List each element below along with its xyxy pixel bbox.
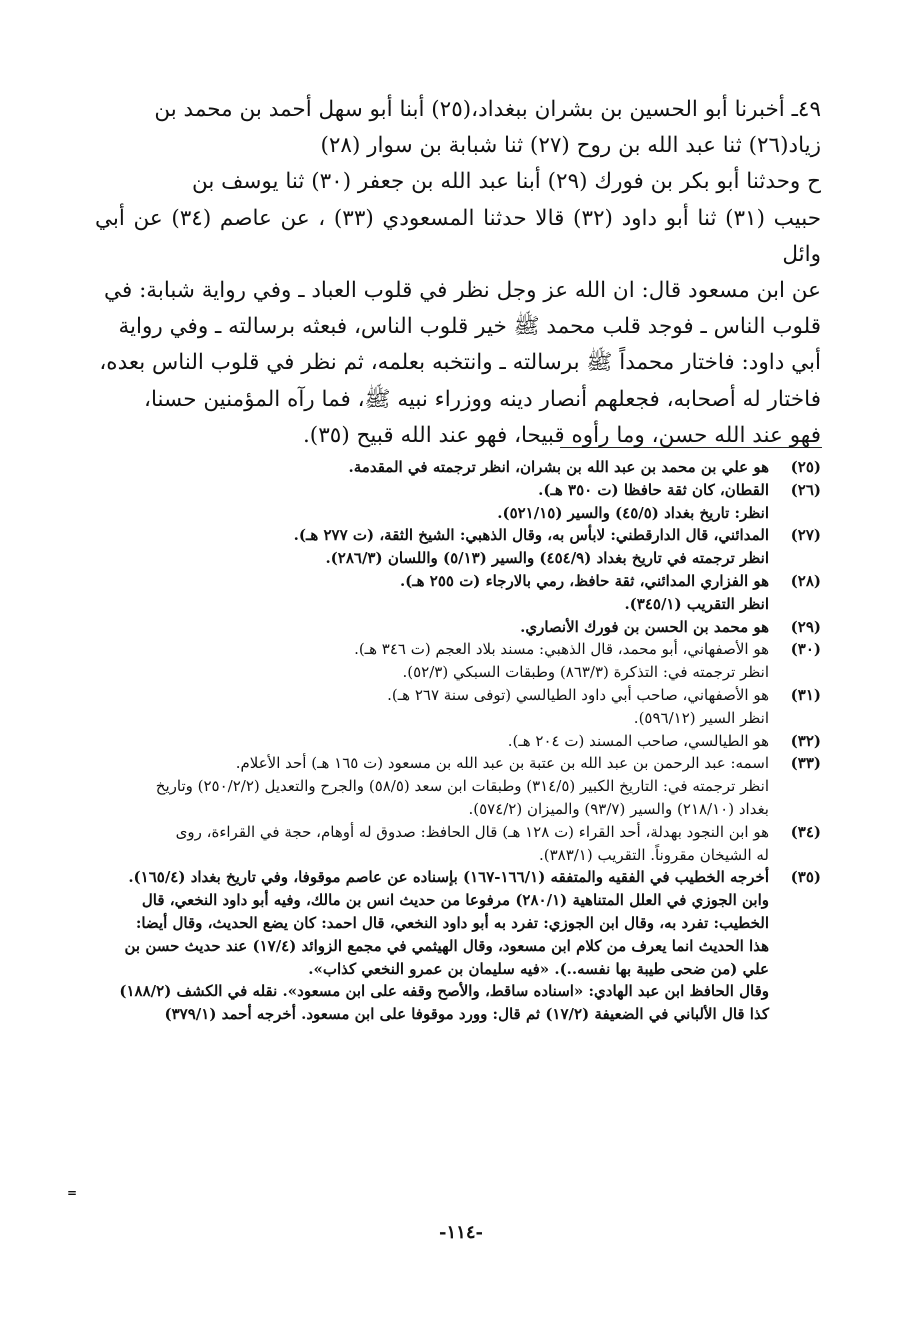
text-line: فهو عند الله حسن، وما رأوه قبيحا، فهو عند الله قبيح (٣٥). [302, 422, 821, 448]
hadith-text [95, 92, 821, 454]
footnote-line: أخرجه الخطيب في الفقيه والمتفقه (١٦٦/١-١٦٧) بإسناده عن عاصم موقوفا، وفي تاريخ بغداد (١٦٥/٤). [128, 868, 769, 887]
footnote-body [45, 821, 769, 867]
footnote-line: وقال الحافظ ابن عبد الهادي: «اسناده ساقط، والأصح وقفه على ابن مسعود». نقله في الكشف (١٨٨/٢) [119, 982, 769, 1001]
footnote-line: المدائني، قال الدارقطني: لابأس به، وقال الذهبي: الشيخ الثقة، (ت ٢٧٧ هـ). [293, 526, 769, 545]
footnote-26 [45, 479, 821, 525]
footnote-line: هو الأصفهاني، أبو محمد، قال الذهبي: مسند بلاد العجم (ت ٣٤٦ هـ). [354, 640, 769, 659]
footnote-line: اسمه: عبد الرحمن بن عبد الله بن عتبة بن عبد الله بن مسعود (ت ١٦٥ هـ) أحد الأعلام. [235, 754, 769, 773]
footnote-number: (٣١) [790, 685, 821, 704]
footnote-number: (٣٣) [790, 754, 821, 773]
footnote-line: بغداد (٢١٨/١٠) والسير (٩٣/٧) والميزان (٥٧٤/٢). [468, 799, 769, 818]
footnote-number: (٣٥) [790, 868, 821, 887]
text-line: زياد(٢٦) ثنا عبد الله بن روح (٢٧) ثنا شبابة بن سوار (٢٨) [320, 133, 821, 159]
footnote-body [45, 570, 769, 616]
footnote-line: كذا قال الألباني في الضعيفة (١٧/٢) ثم قال: وورد موقوفا على ابن مسعود. أخرجه أحمد (٣٧٩/١) [164, 1005, 769, 1024]
footnote-25 [45, 456, 821, 479]
footnote-line: هو ابن النجود بهدلة، أحد القراء (ت ١٢٨ هـ) قال الحافظ: صدوق له أوهام، حجة في القراءة، روى [175, 822, 769, 841]
footnote-line: هو الطيالسي، صاحب المسند (ت ٢٠٤ هـ). [507, 731, 769, 750]
footnote-body [45, 752, 769, 820]
text-line: ٤٩ـ أخبرنا أبو الحسين بن بشران ببغداد،(٢٥) أبنا أبو سهل أحمد بن محمد بن [154, 97, 821, 122]
footnote-line: انظر ترجمته في: التذكرة (٨٦٣/٣) وطبقات السبكي (٥٢/٣). [402, 663, 769, 682]
footnote-line: انظر: تاريخ بغداد (٤٥/٥) والسير (٥٢١/١٥). [497, 503, 769, 522]
footnote-line: له الشيخان مقروناً. التقريب (٣٨٣/١). [538, 845, 769, 864]
footnote-28 [45, 570, 821, 616]
footnote-number: (٣٤) [790, 822, 821, 841]
footnote-number: (٢٩) [790, 617, 821, 636]
footnote-number: (٣٢) [790, 731, 821, 750]
text-line: حبيب (٣١) ثنا أبو داود (٣٢) قالا حدثنا المسعودي (٣٣) ، عن عاصم (٣٤) عن أبي وائل [95, 205, 821, 267]
footnote-divider [560, 447, 822, 448]
footnote-35 [45, 866, 821, 1026]
footnote-line: الخطيب: تفرد به، وقال ابن الجوزي: تفرد به أبو داود النخعي، قال احمد: كان يضع الحديث، وقال أيضا: [135, 913, 769, 932]
text-line: أبي داود: فاختار محمداً ﷺ برسالته ـ وانتخبه بعلمه، ثم نظر في قلوب الناس بعده، [99, 350, 821, 376]
continuation-mark: = [67, 1186, 78, 1200]
footnote-number: (٢٥) [790, 458, 821, 476]
footnote-32 [45, 730, 821, 753]
footnote-number: (٢٨) [790, 571, 821, 590]
footnote-line: علي (من ضحى طيبة بها نفسه..). «فيه سليمان بن عمرو النخعي كذاب». [308, 959, 769, 978]
footnote-29 [45, 616, 821, 639]
footnote-27 [45, 524, 821, 570]
footnote-body [45, 456, 769, 479]
footnote-line: هو الفزاري المدائني، ثقة حافظ، رمي بالارجاء (ت ٢٥٥ هـ). [399, 571, 769, 590]
text-line: فاختار له أصحابه، فجعلهم أنصار دينه ووزراء نبيه ﷺ، فما رآه المؤمنين حسنا، [144, 386, 821, 412]
page-number: -١١٤- [439, 1222, 483, 1243]
footnote-body [45, 638, 769, 684]
footnote-line: هو علي بن محمد بن عبد الله بن بشران، انظر ترجمته في المقدمة. [348, 458, 769, 476]
footnote-line: القطان، كان ثقة حافظا (ت ٣٥٠ هـ). [538, 480, 769, 499]
footnote-line: هذا الحديث انما يعرف من كلام ابن مسعود، وقال الهيثمي في مجمع الزوائد (١٧/٤) عند حديث حسن بن [124, 936, 769, 955]
footnote-30 [45, 638, 821, 684]
footnote-33 [45, 752, 821, 820]
footnote-body [45, 684, 769, 730]
footnote-line: انظر التقريب (٣٤٥/١). [624, 594, 769, 613]
footnote-body [45, 524, 769, 570]
footnote-number: (٣٠) [790, 640, 821, 659]
footnote-line: هو الأصفهاني، صاحب أبي داود الطيالسي (توفى سنة ٢٦٧ هـ). [387, 685, 769, 704]
footnote-body [45, 616, 769, 639]
footnote-number: (٢٧) [790, 526, 821, 545]
footnote-line: وابن الجوزي في العلل المتناهية (٢٨٠/١) مرفوعا من حديث انس بن مالك، وفيه أبو داود النخعي، قال [141, 891, 769, 910]
footnote-number: (٢٦) [790, 480, 821, 499]
footnote-body [45, 866, 769, 1026]
footnote-34 [45, 821, 821, 867]
footnote-line: انظر ترجمته في تاريخ بغداد (٤٥٤/٩) والسير (٥/١٣) واللسان (٢٨٦/٣). [325, 549, 769, 568]
text-line: عن ابن مسعود قال: ان الله عز وجل نظر في قلوب العباد ـ وفي رواية شبابة: في [104, 278, 821, 304]
text-line: قلوب الناس ـ فوجد قلب محمد ﷺ خير قلوب الناس، فبعثه برسالته ـ وفي رواية [118, 314, 821, 340]
text-line: ح وحدثنا أبو بكر بن فورك (٢٩) أبنا عبد الله بن جعفر (٣٠) ثنا يوسف بن [191, 169, 821, 195]
footnote-line: انظر السير (٥٩٦/١٢). [633, 708, 769, 727]
footnotes [45, 456, 821, 1026]
footnote-body [45, 730, 769, 753]
footnote-line: انظر ترجمته في: التاريخ الكبير (٣١٤/٥) وطبقات ابن سعد (٥٨/٥) والجرح والتعديل (٢٥٠/٢/٢) وتاريخ [155, 777, 769, 796]
footnote-line: هو محمد بن الحسن بن فورك الأنصاري. [520, 617, 769, 636]
footnote-31 [45, 684, 821, 730]
footnote-body [45, 479, 769, 525]
